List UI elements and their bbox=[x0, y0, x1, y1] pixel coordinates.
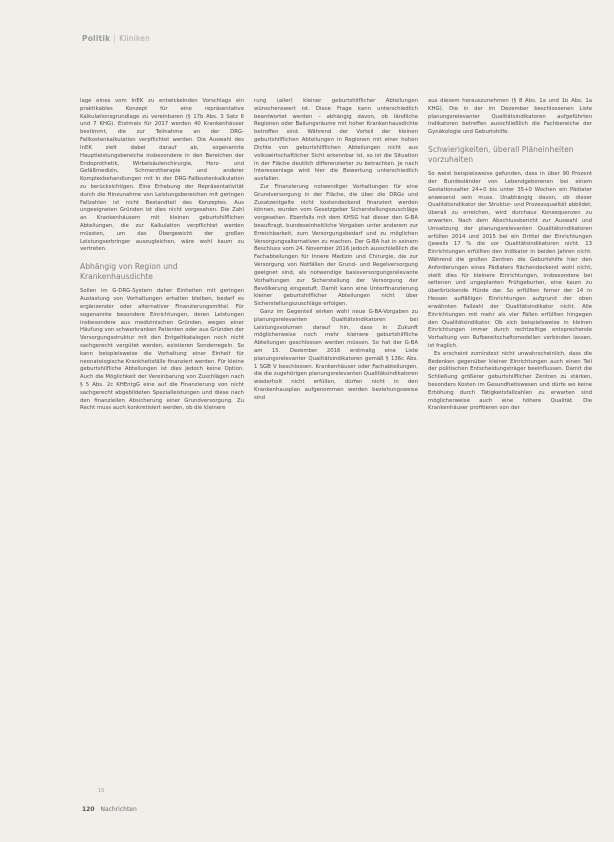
subheading: Schwierigkeiten, überall Pläneinheiten vorzuhalten bbox=[428, 145, 574, 165]
publication-name: Nachrichten bbox=[100, 806, 137, 813]
text-column-1 bbox=[80, 98, 244, 810]
paragraph: lage eines vom InEK zu entwickelnden Vorschlags ein praktikables Konzept für eine repräsentative Kalkulationsgrundlage zu vereinbaren (§ 17b Abs. 3 Satz 6 und 7 KHG). Erstmals für 2017 werden 40 Krankenhäuser bestimmt, die zur Teilnahme an der DRG-Fallkostenkalkulation verpflichtet werden. Die Auswahl des InEK zielt dabei darauf ab, sogenannte Hauptleistungsbereiche insbesondere in den Bereichen der Endoprothetik, Wirbelsäulenchirurgie, Herz- und Gefäßmedizin, Schmerztherapie und anderer Komplexbehandlungen mit in der DRG-Fallkostenkalkulation zu berücksichtigen. Eine Erhebung der Repräsentativität durch die Hinzunahme von Leistungsbereichen mit geringen Fallzahlen ist nicht Bestandteil des Konzeptes. Aus ungeeigneten Gründen ist dies nicht vorgesehen. Die Zahl an Krankenhäusern mit kleinen geburtshilflichen Abteilungen, die zur Kalkulation verpflichtet werden müssten, um das Übergewicht der großen Leistungserbringer auszugleichen, wäre wohl kaum zu vertreten. bbox=[80, 98, 244, 253]
subheading: Abhängig von Region und Krankenhausdichte bbox=[80, 262, 178, 282]
footer-mark: 15 bbox=[98, 788, 105, 794]
paragraph: Sollen im G-DRG-System daher Einheiten mit geringen Auslastung von Vorhaltungen erhalten bleiben, bedarf es ergänzender oder alternativer Finanzierungsmittel. Für sogenannte besondere Einrichtungen, deren Leistungen insbesondere aus medizinischen Gründen, wegen einer Häufung von schwerkranken Patienten oder aus Gründen der Versorgungsstruktur mit den Entgeltkatalogen noch nicht sachgerecht vergütet werden, existieren Sonderregeln. So kann beispielsweise die Vorhaltung einer Einheit für neonatologische Krankheitsfälle finanziert werden. Für kleine geburtshilfliche Abteilungen ist dies jedoch keine Option. Auch die Möglichkeit der Vereinbarung von Zuschlägen nach § 5 Abs. 2c KHEntgG eine auf die Finanzierung von nicht sachgerecht abgebildeten Spezialleistungen und diese nach den finanziellen Absicherung einer Grundversorgung. Zu Recht muss auch konkretisiert werden, ob die kleinere bbox=[80, 288, 244, 412]
paragraph: rung (aller) kleiner geburtshilflicher Abteilungen wünschenswert ist. Diese Frage kann unterschiedlich beantwortet werden – abhängig davon, ob ländliche Regionen oder Ballungsräume mit hoher Krankenhausdichte betroffen sind. Während der Vorteil der kleinen geburtshilflichen Abteilungen in Regionen mit einer hohen Dichte von geburtshilflichen Abteilungen nicht aus volkswirtschaftlicher Sicht erkennbar ist, so ist die Situation in der Fläche deutlich differenzierter zu betrachten. Je nach Interessenlage wird hier die Bewertung unterschiedlich ausfallen. bbox=[254, 98, 418, 183]
paragraph: aus diesem herauszunehmen (§ 8 Abs. 1a und 1b Abs. 1a KHG). Die in der im Dezember beschlossenen Liste planungsrelevanter Qualitätsindikatoren aufgeführten Indikatoren betreffen ausschließlich die Fachbereiche der Gynäkologie und Geburtshilfe. bbox=[428, 98, 592, 136]
header-separator: | bbox=[113, 34, 117, 43]
paragraph: Ganz im Gegenteil wirken wohl neue G-BA-Vorgaben zu planungsrelevanten Qualitätsindikatoren bei Leistungsvolumen darauf hin, dass in Zukunft möglicherweise noch mehr kleinere geburtshilfliche Abteilungen geschlossen werden müssen. So hat der G-BA am 15. Dezember 2016 erstmalig eine Liste planungsrelevanter Qualitätsindikatoren gemäß § 136c Abs. 1 SGB V beschlossen. Krankenhäuser oder Fachabteilungen, die die zugehörigen planungsrelevanten Qualitätsindikatoren wiederholt nicht erfüllen, dürfen nicht in den Krankenhausplan aufgenommen werden beziehungsweise sind bbox=[254, 308, 418, 401]
page-footer bbox=[82, 806, 137, 813]
topic-label: Kliniken bbox=[119, 34, 151, 43]
paragraph: So weist beispielsweise gefunden, dass in über 90 Prozent der Bundesländer von Lebendgeborenen bei einem Gestationsalter 24+0 bis unter 35+0 Wochen ein Pädiater anwesend sein muss. Unabhängig davon, ob dieser Qualitätsindikator der Struktur- und Prozessqualität abbildet, überall zu erreichen, wird durchaus Konsequenzen zu erwarten. Nach dem Abschlussbericht zur Auswahl und Umsetzung der planungsrelevanten Qualitätsindikatoren erfüllen 2014 und 2015 bei ein Drittel der Einrichtungen (jeweils 17 % die vor Qualitätsindikatoren nicht. 13 Einrichtungen erfüllten den Indikator in beiden Jahren nicht. Während die großen Zentren die Geburtshilfe hier den Anforderungen eines Pädiaters flächendeckend wohl nicht, stellt dies für kleinere Einrichtungen, insbesondere bei seltenen und ungeplanten Frühgeburten, eine kaum zu überbrückende Hürde dar. So erfüllten ferner der 14 in Hessen auffälligen Einrichtungen aufgrund der oben erwähnten Fallzahl der Qualitätsindikator nicht. Alle Einrichtungen mit mehr als vier Fällen erfüllten hingegen den Qualitätsindikator. Ob sich beispielsweise in kleinen Einrichtungen immer durch rechtzeitige entsprechende Vorhaltung von Rufbereitschaftsmodellen verbinden lassen, ist fraglich. bbox=[428, 171, 592, 349]
article-body bbox=[80, 98, 592, 810]
section-label: Politik bbox=[82, 34, 111, 43]
paragraph: Es erscheint zumindest nicht unwahrscheinlich, dass die Bedenken gegenüber kleiner Einrichtungen auch einen Teil der politischen Entscheidungsträger beeinflussen. Damit die Schließung größerer geburtshilflicher Zentren zu stärken, besonders Kosten im Gesundheitswesen und dürfe wo keine Erhöhung durch Tätigkeitsfallzahlen zu erwarten sind möglicherweise auch eine höhere Qualität. Die Krankenhäuser profitieren von der bbox=[428, 350, 592, 412]
page-number: 120 bbox=[82, 806, 95, 813]
paragraph: Zur Finanzierung notwendiger Vorhaltungen für eine Grundversorgung in der Fläche, die über die DRGs und Zusatzentgelte nicht kostendeckend finanziert werden können, wurden vom Gesetzgeber Sicherstellungszuschläge vorgesehen. Ebenfalls mit dem KHSG hat dieser den G-BA beauftragt, bundeseinheitliche Vorgaben unter anderem zur Erreichbarkeit, zum Versorgungsbedarf und zu möglichen Versorgungsalternativen zu machen. Der G-BA hat in seinem Beschluss vom 24. November 2016 jedoch ausschließlich die Fachabteilungen für Innere Medizin und Chirurgie, die zur Versorgung von Notfällen der Grund- und Regelversorgung geeignet sind, als notwendige basisversorgungsrelevante Vorhaltungen zur Sicherstellung der Versorgung der Bevölkerung eingestuft. Damit kann eine Unterfinanzierung kleiner geburtshilflicher Abteilungen nicht über Sicherstellungszuschläge erfolgen. bbox=[254, 183, 418, 308]
text-column-2 bbox=[254, 98, 418, 810]
text-column-3 bbox=[428, 98, 592, 810]
section-header bbox=[82, 34, 150, 43]
